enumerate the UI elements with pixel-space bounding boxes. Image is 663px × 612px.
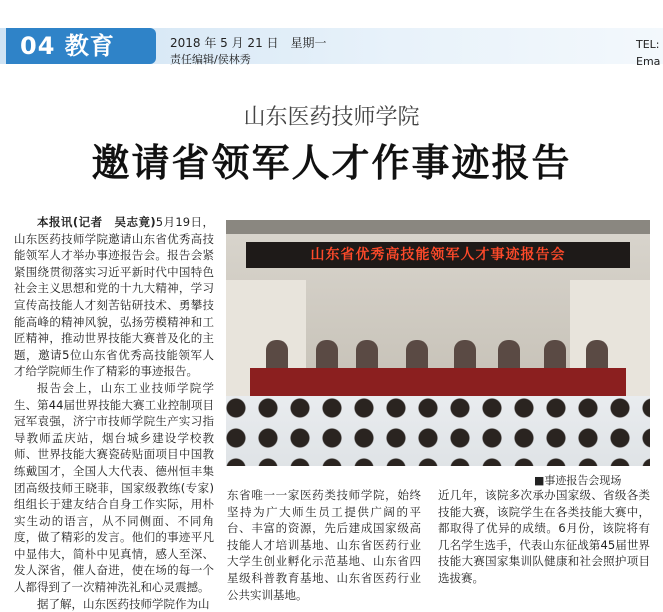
photo-panelist [498,340,520,370]
event-photo [226,220,650,466]
photo-panelist [406,340,428,370]
article-paragraph-3-part-2 [438,487,650,587]
photo-panelist [544,340,566,370]
email-label: Ema [636,55,661,68]
article-column-3 [438,487,650,587]
article-paragraph-3-part-1 [227,487,421,603]
paragraph-3-b: 近几年，该院多次承办国家级、省级各类技能大赛，该院学生在各类技能大赛中，都取得了优异的成绩。6月份，该院将有几名学生选手，代表山东征战第45届世界技能大赛国家集训队健康和社会照护项目选拔赛。 [438,488,650,585]
section-label: 04 教育 [6,28,156,64]
paragraph-3-a: 东省唯一一家医药类技师学院，始终坚持为广大师生员工提供广阔的平台、丰富的资源，先后建成国家级高技能人才培训基地、山东省医药行业大学生创业孵化示范基地、山东省四星级科普教育基地、山东省医药行业公共实训基地。 [227,488,421,602]
article-headline: 邀请省领军人才作事迹报告 [91,140,572,185]
byline: 本报讯(记者 吴志竟) [37,215,156,229]
article-column-1 [14,214,214,612]
editor-credit: 责任编辑/侯林秀 [170,53,251,66]
issue-date: 2018 年 5 月 21 日 星期一 [170,36,327,50]
photo-banner: 山东省优秀高技能领军人才事迹报告会 [246,242,630,268]
photo-panelist [266,340,288,370]
tel-label: TEL: [636,38,660,51]
photo-panelist [454,340,476,370]
photo-panelist [316,340,338,370]
article-paragraph-2: 报告会上，山东工业技师学院学生、第44届世界技能大赛工业控制项目冠军袁强，济宁市技师学院生产实习指导教师孟庆站，烟台城乡建设学校教师、世界技能大赛瓷砖贴面项目中国教练戴国才，全国人大代表、德州恒丰集团高级技师王晓菲，国家级教练(专家)组组长于建友结合自身工作实际，用朴实生动的语言，从不同侧面、不同角度，做了精彩的发言。他们的事迹平凡中显伟大，简朴中见真情，感人至深、发人深省，催人奋进，使在场的每一个人都得到了一次精神洗礼和心灵震撼。 [14,380,214,595]
photo-caption: ■事迹报告会现场 [534,474,622,487]
article-paragraph-3-lead: 据了解，山东医药技师学院作为山 [37,596,210,611]
photo-panelist [356,340,378,370]
photo-ceiling [226,220,650,234]
photo-panelist [586,340,608,370]
article-column-2 [227,487,421,603]
photo-head-table [250,368,626,396]
article-kicker: 山东医药技师学院 [243,105,420,130]
paragraph-1-text: 5月19日，山东医药技师学院邀请山东省优秀高技能领军人才举办事迹报告会。报告会紧紧围绕贯彻落实习近平新时代中国特色社会主义思想和党的十九大精神，学习宣传高技能人才刻苦钻研技术、勇攀技能高峰的精神风貌，弘扬劳模精神和工匠精神，推动世界技能大赛普及化的主题，邀请5位山东省优秀高技能领军人才给学院师生作了精彩的事迹报告。 [14,215,215,379]
photo-audience [226,396,650,466]
article-paragraph-1 [14,214,214,380]
